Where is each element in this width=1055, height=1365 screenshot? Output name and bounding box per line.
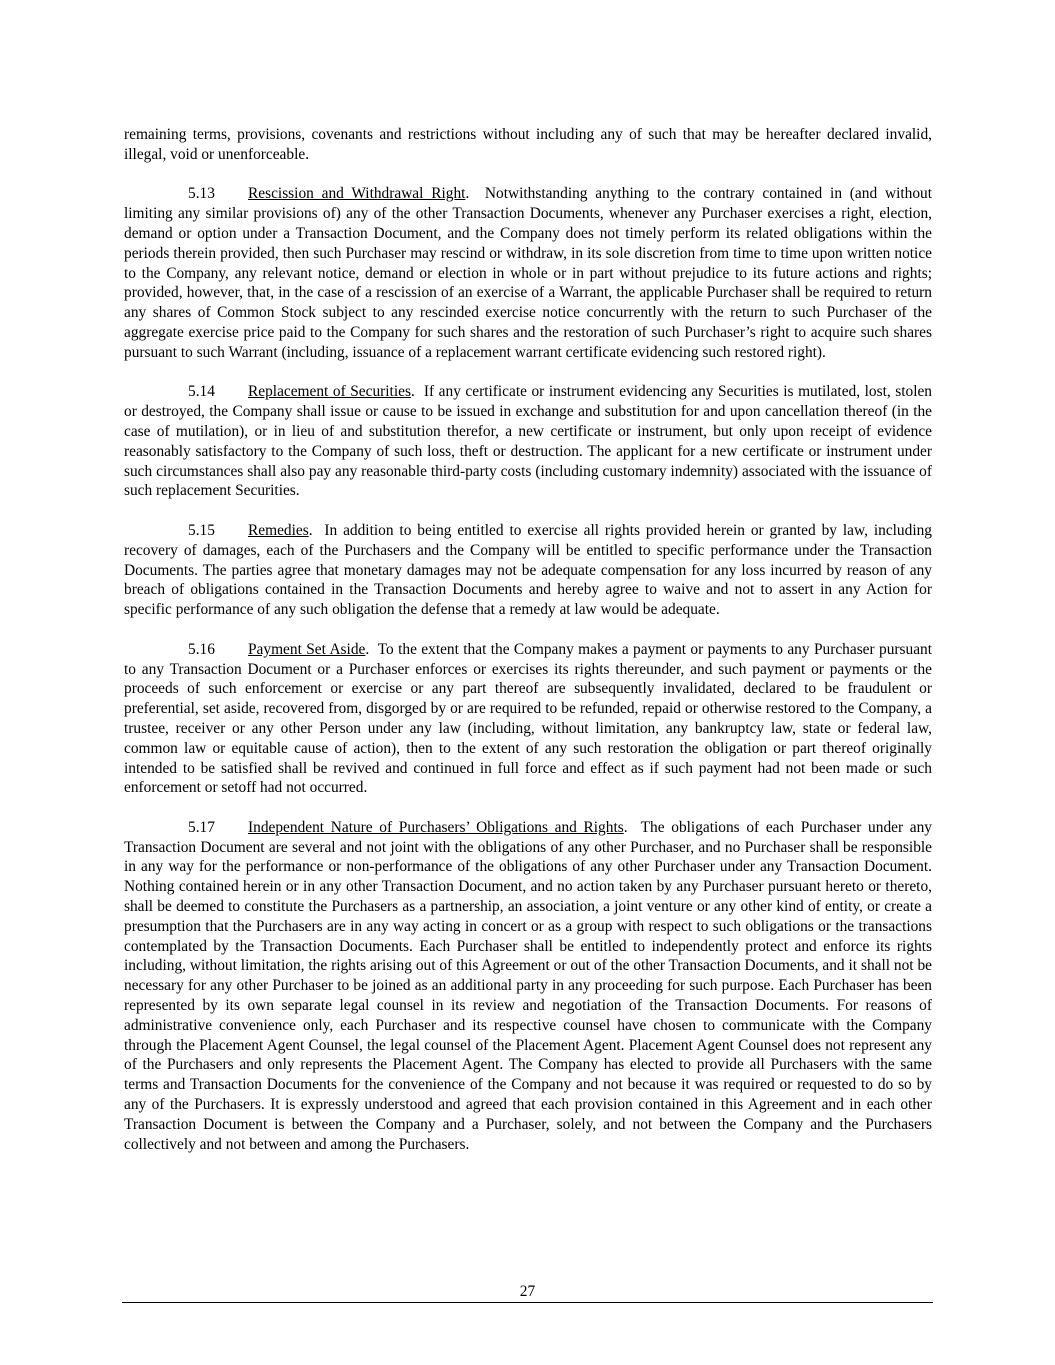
footer-divider	[122, 1302, 933, 1303]
section-body: Notwithstanding anything to the contrary contained in (and without limiting any similar provisions of) any of the other Transaction Documents, whenever any Purchaser exercises a right, election, demand or option under a Transaction Document, and the Company does not timely perform its related obligations within the periods therein provided, then such Purchaser may rescind or withdraw, in its sole discretion from time to time upon written notice to the Company, any relevant notice, demand or election in whole or in part without prejudice to its future actions and rights; provided, however, that, in the case of a rescission of an exercise of a Warrant, the applicable Purchaser shall be required to return any shares of Common Stock subject to any rescinded exercise notice concurrently with the return to such Purchaser of the aggregate exercise price paid to the Company for such shares and the restoration of such Purchaser’s right to acquire such shares pursuant to such Warrant (including, issuance of a replacement warrant certificate evidencing such restored right).	[124, 185, 932, 361]
section-heading: Payment Set Aside	[248, 640, 366, 658]
section-body: In addition to being entitled to exercise all rights provided herein or granted by law, including recovery of damages, each of the Purchasers and the Company will be entitled to specific performance under the Transaction Documents. The parties agree that monetary damages may not be adequate compensation for any loss incurred by reason of any breach of obligations contained in the Transaction Documents and hereby agree to waive and not to assert in any Action for specific performance of any such obligation the defense that a remedy at law would be adequate.	[124, 521, 932, 619]
section-heading: Remedies	[248, 521, 309, 539]
section-heading: Rescission and Withdrawal Right	[248, 185, 466, 203]
section-heading: Independent Nature of Purchasers’ Obligations and Rights	[248, 818, 624, 836]
section-body: If any certificate or instrument evidencing any Securities is mutilated, lost, stolen or destroyed, the Company shall issue or cause to be issued in exchange and substitution for and upon cancellation thereof (in the case of mutilation), or in lieu of and substitution therefor, a new certificate or instrument, but only upon receipt of evidence reasonably satisfactory to the Company of such loss, theft or destruction. The applicant for a new certificate or instrument under such circumstances shall also pay any reasonable third-party costs (including customary indemnity) associated with the issuance of such replacement Securities.	[124, 383, 932, 500]
section-5-16: 5.16 Payment Set Aside. To the extent that the Company makes a payment or payments to any Purchaser pursuant to any Transaction Document or a Purchaser enforces or exercises its rights thereunder, and such payment or payments or the proceeds of such enforcement or exercise or any part thereof are subsequently invalidated, declared to be fraudulent or preferential, set aside, recovered from, disgorged by or are required to be refunded, repaid or otherwise restored to the Company, a trustee, receiver or any other Person under any law (including, without limitation, any bankruptcy law, state or federal law, common law or equitable cause of action), then to the extent of any such restoration the obligation or part thereof originally intended to be satisfied shall be revived and continued in full force and effect as if such payment had not been made or such enforcement or setoff had not occurred.	[124, 640, 933, 797]
section-number: 5.14	[188, 383, 215, 401]
document-page	[124, 125, 932, 1174]
section-number: 5.16	[188, 640, 215, 658]
section-5-13: 5.13 Rescission and Withdrawal Right. Notwithstanding anything to the contrary contained in (and without limiting any similar provisions of) any of the other Transaction Documents, whenever any Purchaser exercises a right, election, demand or option under a Transaction Document, and the Company does not timely perform its related obligations within the periods therein provided, then such Purchaser may rescind or withdraw, in its sole discretion from time to time upon written notice to the Company, any relevant notice, demand or election in whole or in part without prejudice to its future actions and rights; provided, however, that, in the case of a rescission of an exercise of a Warrant, the applicable Purchaser shall be required to return any shares of Common Stock subject to any rescinded exercise notice concurrently with the return to such Purchaser of the aggregate exercise price paid to the Company for such shares and the restoration of such Purchaser’s right to acquire such shares pursuant to such Warrant (including, issuance of a replacement warrant certificate evidencing such restored right).	[124, 185, 932, 361]
section-5-14: 5.14 Replacement of Securities. If any certificate or instrument evidencing any Securities is mutilated, lost, stolen or destroyed, the Company shall issue or cause to be issued in exchange and substitution for and upon cancellation thereof (in the case of mutilation), or in lieu of and substitution therefor, a new certificate or instrument, but only upon receipt of evidence reasonably satisfactory to the Company of such loss, theft or destruction. The applicant for a new certificate or instrument under such circumstances shall also pay any reasonable third-party costs (including customary indemnity) associated with the issuance of such replacement Securities.	[124, 383, 932, 500]
section-5-17: 5.17 Independent Nature of Purchasers’ Obligations and Rights. The obligations of each Purchaser under any Transaction Document are several and not joint with the obligations of any other Purchaser, and no Purchaser shall be responsible in any way for the performance or non-performance of the obligations of any other Purchaser under any Transaction Document. Nothing contained herein or in any other Transaction Document, and no action taken by any Purchaser pursuant hereto or thereto, shall be deemed to constitute the Purchasers as a partnership, an association, a joint venture or any other kind of entity, or create a presumption that the Purchasers are in any way acting in concert or as a group with respect to such obligations or the transactions contemplated by the Transaction Documents. Each Purchaser shall be entitled to independently protect and enforce its rights including, without limitation, the rights arising out of this Agreement or out of the other Transaction Documents, and it shall not be necessary for any other Purchaser to be joined as an additional party in any proceeding for such purpose. Each Purchaser has been represented by its own separate legal counsel in its review and negotiation of the Transaction Documents. For reasons of administrative convenience only, each Purchaser and its respective counsel have chosen to communicate with the Company through the Placement Agent Counsel, the legal counsel of the Placement Agent. Placement Agent Counsel does not represent any of the Purchasers and only represents the Placement Agent. The Company has elected to provide all Purchasers with the same terms and Transaction Documents for the convenience of the Company and not because it was required or requested to do so by any of the Purchasers. It is expressly understood and agreed that each provision contained in this Agreement and in each other Transaction Document is between the Company and a Purchaser, solely, and not between the Company and the Purchasers collectively and not between and among the Purchasers.	[124, 818, 933, 1153]
section-number: 5.17	[188, 818, 215, 836]
section-heading: Replacement of Securities	[248, 383, 411, 401]
page-number: 27	[519, 1283, 536, 1300]
section-number: 5.13	[188, 185, 215, 203]
continuation-paragraph: remaining terms, provisions, covenants and restrictions without including any of such that may be hereafter declared invalid, illegal, void or unenforceable.	[124, 126, 932, 163]
section-5-15: 5.15 Remedies. In addition to being entitled to exercise all rights provided herein or granted by law, including recovery of damages, each of the Purchasers and the Company will be entitled to specific performance under the Transaction Documents. The parties agree that monetary damages may not be adequate compensation for any loss incurred by reason of any breach of obligations contained in the Transaction Documents and hereby agree to waive and not to assert in any Action for specific performance of any such obligation the defense that a remedy at law would be adequate.	[124, 521, 932, 619]
section-number: 5.15	[188, 521, 215, 539]
section-body: The obligations of each Purchaser under any Transaction Document are several and not joint with the obligations of any other Purchaser, and no Purchaser shall be responsible in any way for the performance or non-performance of the obligations of any other Purchaser under any Transaction Document. Nothing contained herein or in any other Transaction Document, and no action taken by any Purchaser pursuant hereto or thereto, shall be deemed to constitute the Purchasers as a partnership, an association, a joint venture or any other kind of entity, or create a presumption that the Purchasers are in any way acting in concert or as a group with respect to such obligations or the transactions contemplated by the Transaction Documents. Each Purchaser shall be entitled to independently protect and enforce its rights including, without limitation, the rights arising out of this Agreement or out of the other Transaction Documents, and it shall not be necessary for any other Purchaser to be joined as an additional party in any proceeding for such purpose. Each Purchaser has been represented by its own separate legal counsel in its review and negotiation of the Transaction Documents. For reasons of administrative convenience only, each Purchaser and its respective counsel have chosen to communicate with the Company through the Placement Agent Counsel, the legal counsel of the Placement Agent. Placement Agent Counsel does not represent any of the Purchasers and only represents the Placement Agent. The Company has elected to provide all Purchasers with the same terms and Transaction Documents for the convenience of the Company and not because it was required or requested to do so by any of the Purchasers. It is expressly understood and agreed that each provision contained in this Agreement and in each other Transaction Document is between the Company and a Purchaser, solely, and not between the Company and the Purchasers collectively and not between and among the Purchasers.	[124, 818, 933, 1153]
section-body: To the extent that the Company makes a payment or payments to any Purchaser pursuant to any Transaction Document or a Purchaser enforces or exercises its rights thereunder, and such payment or payments or the proceeds of such enforcement or exercise or any part thereof are subsequently invalidated, declared to be fraudulent or preferential, set aside, recovered from, disgorged by or are required to be refunded, repaid or otherwise restored to the Company, a trustee, receiver or any other Person under any law (including, without limitation, any bankruptcy law, state or federal law, common law or equitable cause of action), then to the extent of any such restoration the obligation or part thereof originally intended to be satisfied shall be revived and continued in full force and effect as if such payment had not been made or such enforcement or setoff had not occurred.	[124, 640, 933, 797]
